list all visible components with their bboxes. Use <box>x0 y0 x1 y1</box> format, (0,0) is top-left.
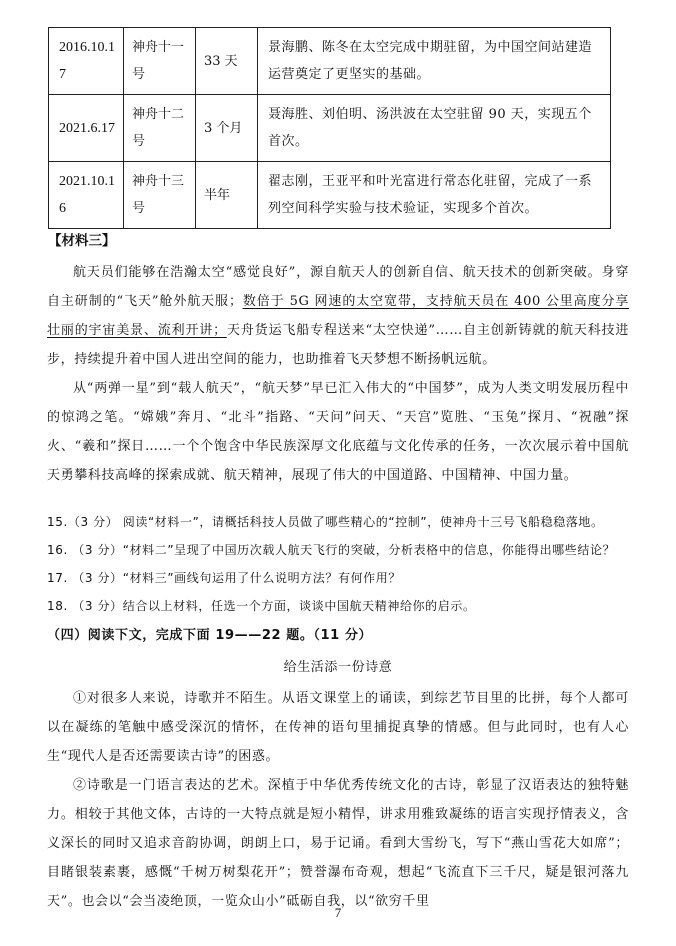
material-three-heading: 【材料三】 <box>48 233 116 249</box>
question-15: 15.（3 分） 阅读“材料一”，请概括科技人员做了哪些精心的“控制”，使神舟十三号飞船稳稳落地。 <box>47 515 604 529</box>
mission-name-cell: 神舟十二 号 <box>124 95 196 162</box>
launch-date-cell: 2016.10.1 7 <box>49 28 124 95</box>
description-cell: 景海鹏、陈冬在太空完成中期驻留，为中国空间站建造运营奠定了更坚实的基础。 <box>258 28 611 95</box>
question-16: 16. （3 分）“材料二”呈现了中国历次载人航天飞行的突破，分析表格中的信息，你能得出哪些结论？ <box>47 543 616 557</box>
page-number: 7 <box>334 905 342 920</box>
table-row <box>49 28 611 95</box>
duration-cell: 半年 <box>196 162 258 229</box>
part-four-heading: （四）阅读下文，完成下面 19——22 题。（11 分） <box>47 628 373 643</box>
table-row <box>49 162 611 229</box>
question-18: 18. （3 分）结合以上材料，任选一个方面，谈谈中国航天精神给你的启示。 <box>47 599 476 613</box>
shenzhou-missions-table <box>48 27 611 229</box>
duration-cell: 3 个月 <box>196 95 258 162</box>
table-row <box>49 95 611 162</box>
mission-name-cell: 神舟十一 号 <box>124 28 196 95</box>
description-cell: 聂海胜、刘伯明、汤洪波在太空驻留 90 天，实现五个首次。 <box>258 95 611 162</box>
material-three-paragraph-1: 航天员们能够在浩瀚太空“感觉良好”，源自航天人的创新自信、航天技术的创新突破。身穿自主研制的“飞天”舱外航天服；数倍于 5G 网速的太空宽带，支持航天员在 400 公里高度分享壮丽的宇宙美景、流利开讲；天舟货运飞船专程送来“太空快递”……自主创新铸就的航天科技进步，持续提升着中国人进出空间的能力，也助推着飞天梦想不断扬帆远航。 <box>47 265 629 367</box>
material-three-paragraph-2: 从“两弹一星”到“载人航天”，“航天梦”早已汇入伟大的“中国梦”，成为人类文明发展历程中的惊鸿之笔。“嫦娥”奔月、“北斗”指路、“天问”问天、“天宫”览胜、“玉兔”探月、“祝融”探火、“羲和”探日……一个个饱含中华民族深厚文化底蕴与文化传承的任务，一次次展示着中国航天勇攀科技高峰的探索成就、航天精神，展现了伟大的中国道路、中国精神、中国力量。 <box>47 381 629 483</box>
article-paragraph-1: ①对很多人来说，诗歌并不陌生。从语文课堂上的诵读，到综艺节目里的比拼，每个人都可以在凝练的笔触中感受深沉的情怀，在传神的语句里捕捉真挚的情感。但与此同时，也有人心生“现代人是否还需要读古诗”的困惑。 <box>47 691 629 764</box>
question-17: 17. （3 分）“材料三”画线句运用了什么说明方法？有何作用？ <box>47 571 401 585</box>
duration-cell: 33 天 <box>196 28 258 95</box>
underlined-sentence: 数倍于 5G 网速的太空宽带，支持航天员在 400 公里高度分享壮丽的宇宙美景、流利开讲； <box>47 294 629 338</box>
launch-date-cell: 2021.6.17 <box>49 95 124 162</box>
launch-date-cell: 2021.10.1 6 <box>49 162 124 229</box>
article-paragraph-2: ②诗歌是一门语言表达的艺术。深植于中华优秀传统文化的古诗，彰显了汉语表达的独特魅力。相较于其他文体，古诗的一大特点就是短小精悍，讲求用雅致凝练的语言实现抒情表义，含义深长的同时又追求音韵协调，朗朗上口，易于记诵。看到大雪纷飞，写下“燕山雪花大如席”；目睹银装素裹，感慨“千树万树梨花开”；赞誉瀑布奇观，想起“飞流直下三千尺，疑是银河落九天”。也会以“会当凌绝顶，一览众山小”砥砺自我，以“欲穷千里 <box>47 778 629 909</box>
article-title: 给生活添一份诗意 <box>283 660 393 675</box>
mission-name-cell: 神舟十三 号 <box>124 162 196 229</box>
questions-block <box>47 508 629 916</box>
material-three-body <box>47 258 629 490</box>
description-cell: 翟志刚，王亚平和叶光富进行常态化驻留，完成了一系列空间科学实验与技术验证，实现多个首次。 <box>258 162 611 229</box>
